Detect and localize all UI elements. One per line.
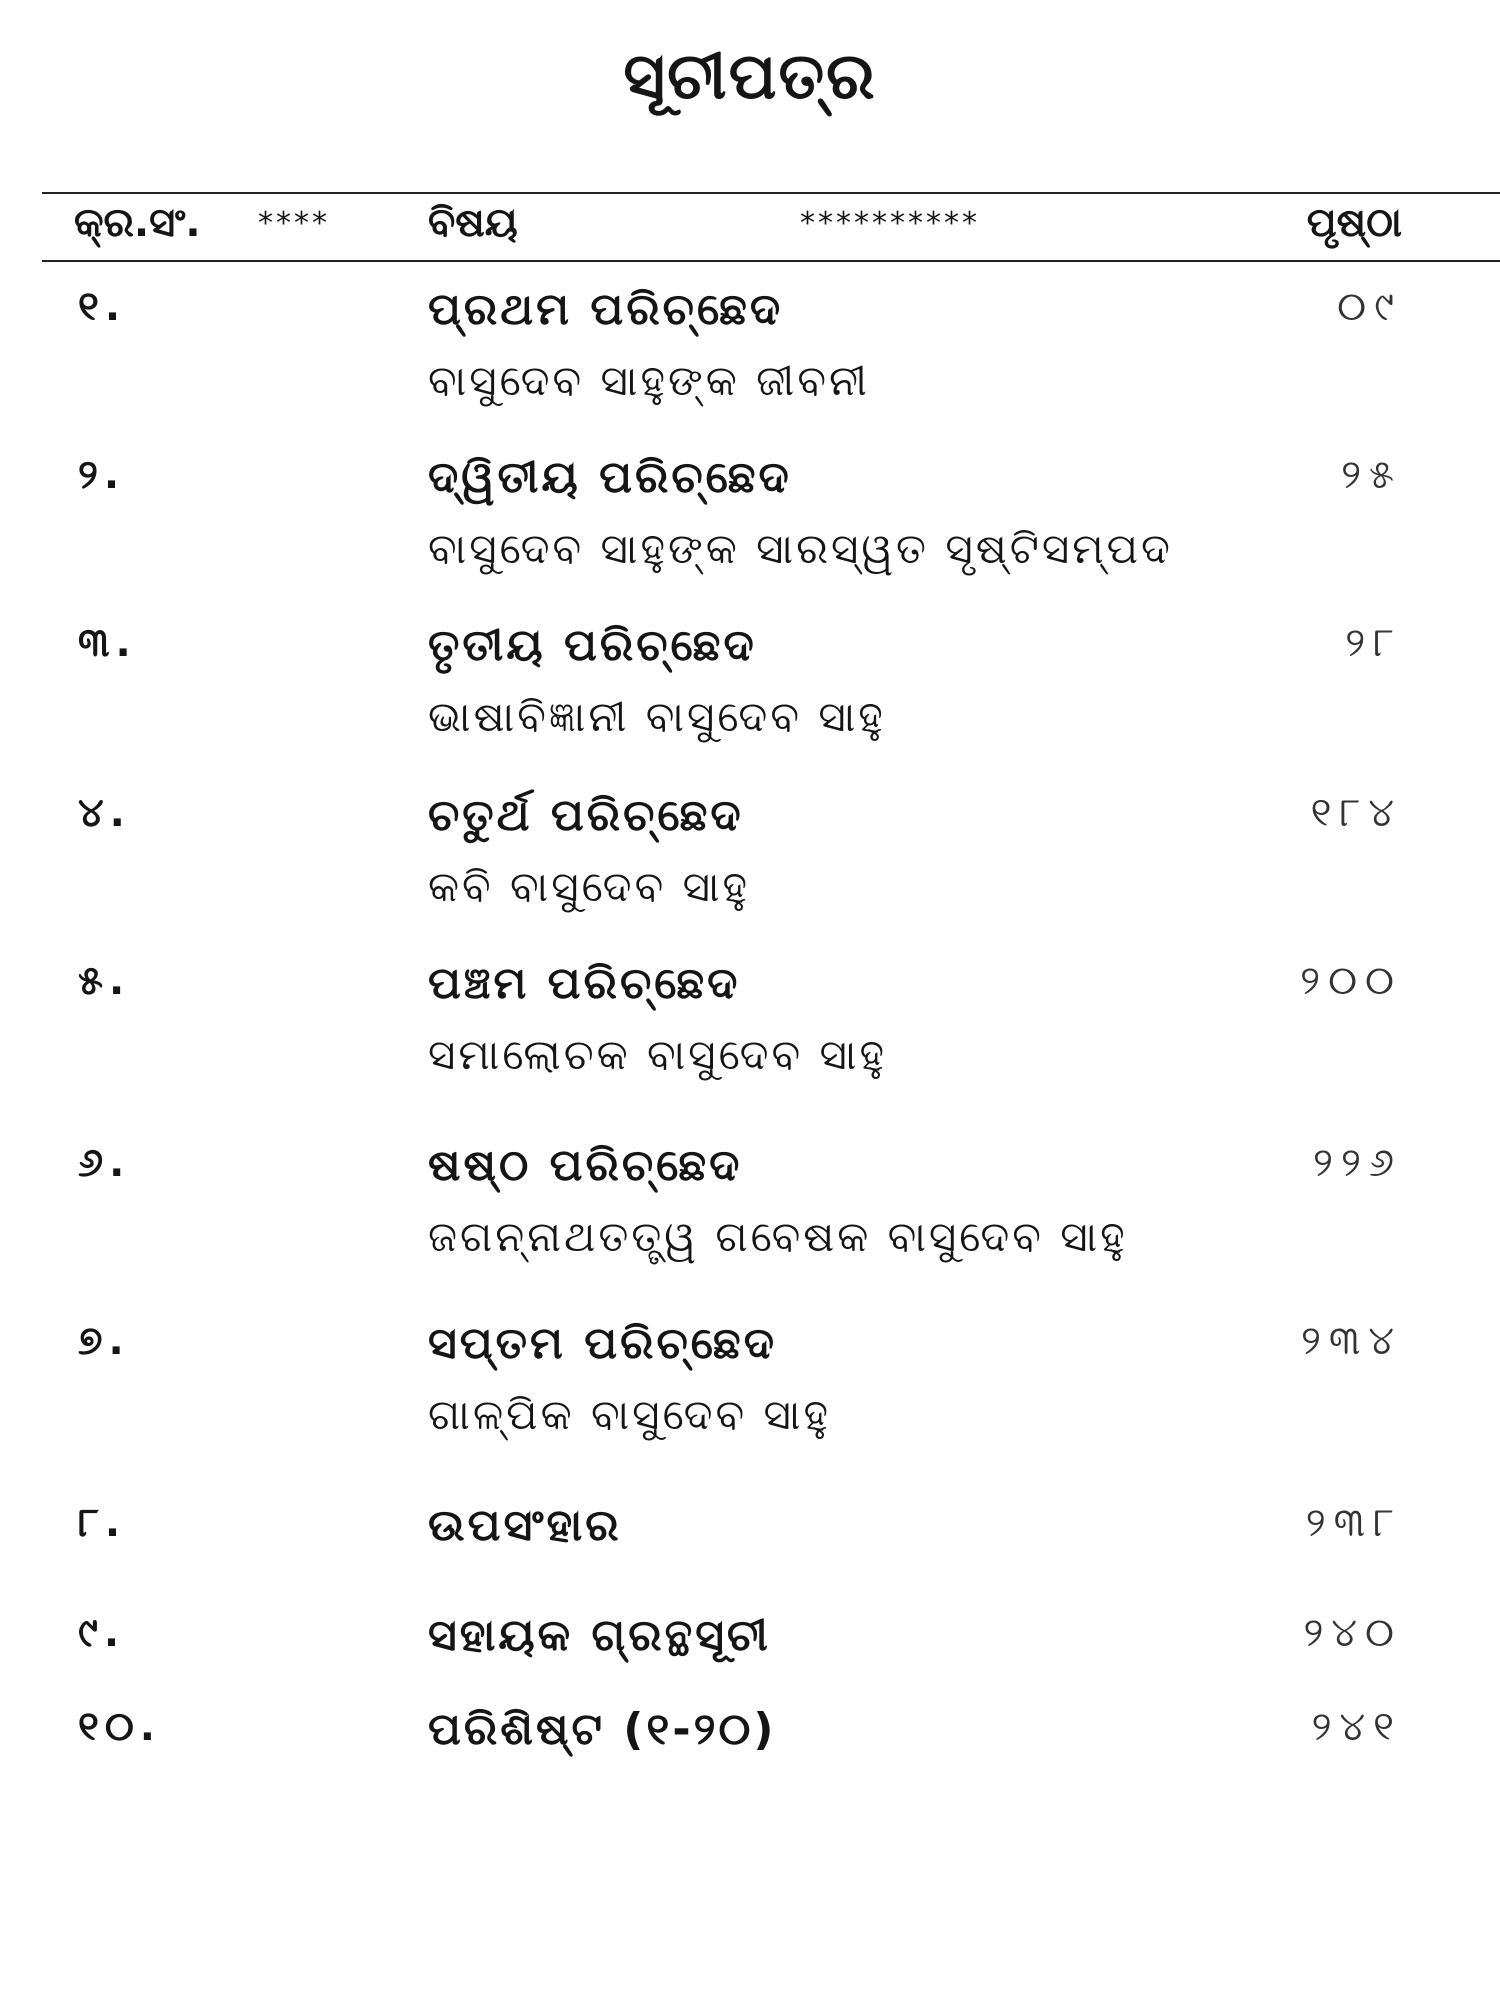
chapter-subtitle: ଭାଷାବିଜ୍ଞାନୀ ବାସୁଦେବ ସାହୁ — [428, 692, 886, 741]
toc-entry — [0, 1610, 1500, 1670]
entry-number: ୮. — [78, 1500, 127, 1546]
page-number: ୨୮ — [1345, 620, 1402, 666]
page-number: ୨୦୦ — [1300, 958, 1402, 1004]
entry-number: ୫. — [78, 958, 131, 1004]
entry-number: ୬. — [78, 1140, 131, 1186]
header-subject: ବିଷୟ — [428, 200, 518, 246]
entry-number: ୯. — [78, 1610, 126, 1656]
chapter-subtitle: ବାସୁଦେବ ସାହୁଙ୍କ ଜୀବନୀ — [428, 356, 871, 405]
entry-number: ୪. — [78, 790, 131, 836]
page-number: ୧୮୪ — [1310, 790, 1402, 836]
page-number: ୨୨୬ — [1313, 1140, 1402, 1186]
chapter-subtitle: ଗାଳ୍ପିକ ବାସୁଦେବ ସାହୁ — [428, 1390, 831, 1439]
page-number: ୦୯ — [1337, 284, 1402, 330]
page-number: ୨୩୪ — [1301, 1318, 1402, 1364]
entry-number: ୧. — [78, 284, 127, 330]
chapter-title: ଦ୍ୱିତୀୟ ପରିଚ୍ଛେଦ — [428, 452, 792, 503]
header-bottom-rule — [42, 260, 1500, 262]
toc-entry — [0, 452, 1500, 602]
chapter-title: ଉପସଂହାର — [428, 1500, 622, 1551]
header-top-rule — [42, 192, 1500, 194]
chapter-title: ପରିଶିଷ୍ଟ (୧-୨୦) — [428, 1704, 777, 1755]
toc-entry — [0, 1140, 1500, 1290]
chapter-subtitle: ଜଗନ୍ନାଥତତ୍ତ୍ୱ ଗବେଷକ ବାସୁଦେବ ସାହୁ — [428, 1212, 1128, 1261]
entry-number: ୨. — [78, 452, 126, 498]
page-title: ସୂଚୀପତ୍ର — [623, 40, 877, 114]
page-number: ୨୪୦ — [1303, 1610, 1402, 1656]
toc-entry — [0, 1500, 1500, 1560]
chapter-title: ଷଷ୍ଠ ପରିଚ୍ଛେଦ — [428, 1140, 743, 1191]
header-stars-right: ********** — [800, 206, 980, 241]
page-number: ୨୪୧ — [1311, 1704, 1402, 1750]
chapter-title: ଚତୁର୍ଥ ପରିଚ୍ଛେଦ — [428, 790, 744, 841]
toc-entry — [0, 958, 1500, 1108]
chapter-title: ପଞ୍ଚମ ପରିଚ୍ଛେଦ — [428, 958, 741, 1009]
entry-number: ୭. — [78, 1318, 130, 1364]
entry-number: ୩. — [78, 620, 137, 666]
chapter-title: ସହାୟକ ଗ୍ରନ୍ଥସୂଚୀ — [428, 1610, 771, 1661]
entry-number: ୧୦. — [78, 1704, 161, 1750]
toc-entry — [0, 1704, 1500, 1764]
header-stars-left: **** — [258, 206, 330, 241]
chapter-subtitle: ବାସୁଦେବ ସାହୁଙ୍କ ସାରସ୍ୱତ ସୃଷ୍ଟିସମ୍ପଦ — [428, 524, 1173, 573]
toc-entry — [0, 790, 1500, 940]
toc-entry — [0, 620, 1500, 770]
header-serial: କ୍ର.ସଂ. — [74, 200, 201, 246]
chapter-title: ତୃତୀୟ ପରିଚ୍ଛେଦ — [428, 620, 757, 671]
header-page: ପୃଷ୍ଠା — [1306, 200, 1402, 246]
chapter-title: ପ୍ରଥମ ପରିଚ୍ଛେଦ — [428, 284, 784, 335]
toc-entry — [0, 284, 1500, 434]
chapter-subtitle: ସମାଲୋଚକ ବାସୁଦେବ ସାହୁ — [428, 1030, 887, 1079]
chapter-subtitle: କବି ବାସୁଦେବ ସାହୁ — [428, 862, 751, 911]
toc-entry — [0, 1318, 1500, 1468]
page-number: ୨୩୮ — [1305, 1500, 1402, 1546]
chapter-title: ସପ୍ତମ ପରିଚ୍ଛେଦ — [428, 1318, 777, 1369]
page-number: ୨୫ — [1341, 452, 1402, 498]
